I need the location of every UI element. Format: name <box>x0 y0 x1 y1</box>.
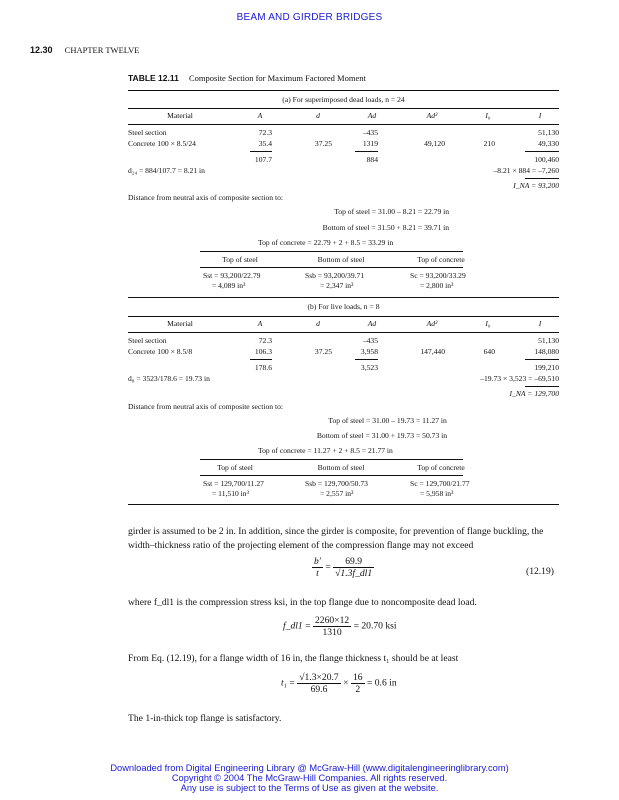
distance-label: Distance from neutral axis of composite section to: <box>128 193 283 202</box>
cell-d: 37.25 <box>314 347 332 356</box>
cell-io: 210 <box>483 139 495 148</box>
table-rule <box>128 504 559 505</box>
cell-ad: 1319 <box>362 139 378 148</box>
cell-material: Steel section <box>128 128 167 137</box>
eq-lhs-num: b′ <box>314 556 321 567</box>
cell-a: 72.3 <box>258 336 272 345</box>
cell-i: 100,460 <box>534 155 559 164</box>
col-header: Ad <box>367 319 377 328</box>
modulus-header: Top of concrete <box>417 463 465 472</box>
modulus-top-concrete-value: = 5,958 in³ <box>420 489 454 498</box>
col-header: I <box>538 111 542 120</box>
eq3-lhs: t₁ <box>281 677 288 689</box>
cell-ad: 884 <box>366 155 378 164</box>
modulus-header: Bottom of steel <box>317 463 365 472</box>
eq2-den: 1310 <box>322 627 342 638</box>
page-number: 12.30 <box>30 45 53 55</box>
table-label: TABLE 12.11 <box>128 73 179 83</box>
modulus-top-steel-value: = 4,089 in³ <box>212 281 246 290</box>
equation-12-19: $\frac{b'}{t}$ = $\frac{69.9}{√1.3f\_dl1}$ <box>314 556 373 579</box>
equation-fdl1: f_dl1 = $\frac{2260\times 12}{1310}$ = 20.70 ksi <box>283 615 397 638</box>
distance-bottom-steel: Bottom of steel = 31.00 + 19.73 <box>316 431 414 440</box>
footer-terms: Any use is subject to the Terms of Use as given at the website. <box>180 783 439 793</box>
modulus-top-steel-value: = 11,510 in³ <box>212 489 249 498</box>
cell-material: Steel section <box>128 336 167 345</box>
footer-copyright: Copyright © 2004 The McGraw-Hill Companies. All rights reserved. <box>171 773 448 783</box>
cell-i: 51,130 <box>538 128 559 137</box>
table-rule <box>128 316 559 317</box>
col-header: Ad² <box>426 319 438 328</box>
ina-value: I_NA = 93,200 <box>513 181 559 190</box>
table-rule <box>128 90 559 91</box>
table-rule <box>128 124 559 125</box>
table-title: Composite Section for Maximum Factored Moment <box>189 73 366 83</box>
d8-line: d₈ = 3523/178.6 = 19.73 in <box>128 374 210 383</box>
cell-a: 106.3 <box>254 347 272 356</box>
col-header: Material <box>167 111 193 120</box>
eq2-lhs: f_dl1 <box>283 620 303 632</box>
eq3-den2: 2 <box>355 684 361 695</box>
cell-i: 148,080 <box>534 347 559 356</box>
eq3-den1: 69.6 <box>310 684 328 695</box>
cell-ad: –435 <box>362 336 378 345</box>
cell-i: 199,210 <box>534 363 559 372</box>
distance-top-steel-value: = 22.79 in <box>418 207 450 216</box>
modulus-top-concrete: Sc = 93,200/33.29 <box>410 271 466 280</box>
cell-i: 49,330 <box>538 139 559 148</box>
col-header: I <box>538 319 542 328</box>
eq-rhs-den: √1.3f_dl1 <box>335 568 373 579</box>
col-header: Material <box>167 319 193 328</box>
distance-bottom-steel: Bottom of steel = 31.50 + 8.21 <box>322 223 416 232</box>
modulus-bottom-steel: Ssb = 129,700/50.73 <box>305 479 368 488</box>
modulus-header: Top of concrete <box>417 255 465 264</box>
d24-line: d₂₄ = 884/107.7 = 8.21 in <box>128 166 205 175</box>
distance-bottom-steel-value: = 50.73 in <box>416 431 448 440</box>
modulus-header: Top of steel <box>217 463 253 472</box>
col-header: I₀ <box>485 319 491 328</box>
table-rule <box>128 108 559 109</box>
distance-top-concrete: Top of concrete = 22.79 + 2 + 8.5 = 33.29 in <box>258 238 394 247</box>
modulus-top-concrete: Sc = 129,700/21.77 <box>410 479 470 488</box>
distance-top-steel: Top of steel = 31.00 – 8.21 <box>334 207 416 216</box>
paragraph: The 1-in-thick top flange is satisfactory. <box>128 713 282 724</box>
modulus-top-steel: Sst = 129,700/11.27 <box>203 479 264 488</box>
modulus-bottom-steel-value: = 2,347 in³ <box>320 281 354 290</box>
paragraph: From Eq. (12.19), for a flange width of 16 in, the flange thickness t₁ should be at least <box>128 653 459 664</box>
col-header: A <box>257 111 263 120</box>
cell-ad: –435 <box>362 128 378 137</box>
eq3-result: = 0.6 in <box>366 677 397 689</box>
distance-top-steel: Top of steel = 31.00 – 19.73 <box>328 416 414 425</box>
eq3-num2: 16 <box>352 672 363 683</box>
cell-material: Concrete 100 × 8.5/24 <box>128 139 196 148</box>
ina-value: I_NA = 129,700 <box>509 389 559 398</box>
table-caption <box>128 73 366 83</box>
distance-top-steel-value: = 11.27 in <box>416 416 447 425</box>
cell-io: 640 <box>483 347 495 356</box>
d-correction: –8.21 × 884 = –7,260 <box>493 166 559 175</box>
page-header <box>30 45 140 55</box>
paragraph: where f_dl1 is the compression stress ksi, in the top flange due to noncomposite dead load. <box>128 597 477 608</box>
cell-ad: 3,958 <box>360 347 378 356</box>
eq3-num1: √1.3×20.7 <box>299 672 339 683</box>
part-b-heading: (b) For live loads, n = 8 <box>307 302 380 311</box>
eq-lhs-den: t <box>316 568 319 579</box>
table-rule <box>128 297 559 298</box>
cell-i: 51,130 <box>538 336 559 345</box>
equation-t1: t₁ = $\frac{√1.3\times 20.7}{69.6}$ × $\frac{16}{2}$ = 0.6 in <box>281 672 397 695</box>
cell-material: Concrete 100 × 8.5/8 <box>128 347 193 356</box>
col-header: d <box>316 319 320 328</box>
cell-a: 72.3 <box>258 128 272 137</box>
cell-ad2: 147,440 <box>420 347 445 356</box>
footer-download-link[interactable]: Downloaded from Digital Engineering Library @ McGraw-Hill (www.digitalengineeringlibrary.com) <box>110 763 509 773</box>
modulus-bottom-steel-value: = 2,557 in³ <box>320 489 354 498</box>
eq-rhs-num: 69.9 <box>333 556 374 568</box>
col-header: Ad² <box>426 111 438 120</box>
modulus-top-steel: Sst = 93,200/22.79 <box>203 271 261 280</box>
distance-bottom-steel-value: = 39.71 in <box>418 223 450 232</box>
col-header: Ad <box>367 111 377 120</box>
modulus-header: Top of steel <box>222 255 258 264</box>
cell-a: 178.6 <box>254 363 272 372</box>
cell-d: 37.25 <box>314 139 332 148</box>
cell-a: 35.4 <box>258 139 272 148</box>
col-header: I₀ <box>485 111 491 120</box>
equation-number: (12.19) <box>526 566 554 577</box>
eq2-num: 2260×12 <box>314 615 350 626</box>
running-head: BEAM AND GIRDER BRIDGES <box>236 12 383 23</box>
part-a-heading: (a) For superimposed dead loads, n = 24 <box>282 95 405 104</box>
chapter-title: CHAPTER TWELVE <box>64 45 140 55</box>
col-header: d <box>316 111 320 120</box>
paragraph: girder is assumed to be 2 in. In addition, since the girder is composite, for prevention of flange buckling, the width–thickness ratio of the projecting element of the compression flange may not exceed <box>128 526 544 551</box>
d-correction: –19.73 × 3,523 = –69,510 <box>480 374 559 383</box>
col-header: A <box>257 319 263 328</box>
cell-ad2: 49,120 <box>424 139 445 148</box>
cell-ad: 3,523 <box>360 363 378 372</box>
modulus-header: Bottom of steel <box>317 255 365 264</box>
distance-label: Distance from neutral axis of composite section to: <box>128 402 283 411</box>
eq2-result: = 20.70 ksi <box>353 620 397 632</box>
modulus-top-concrete-value: = 2,800 in³ <box>420 281 454 290</box>
table-rule <box>128 332 559 333</box>
distance-top-concrete: Top of concrete = 11.27 + 2 + 8.5 = 21.77 in <box>258 446 393 455</box>
modulus-bottom-steel: Ssb = 93,200/39.71 <box>305 271 365 280</box>
cell-a: 107.7 <box>254 155 272 164</box>
